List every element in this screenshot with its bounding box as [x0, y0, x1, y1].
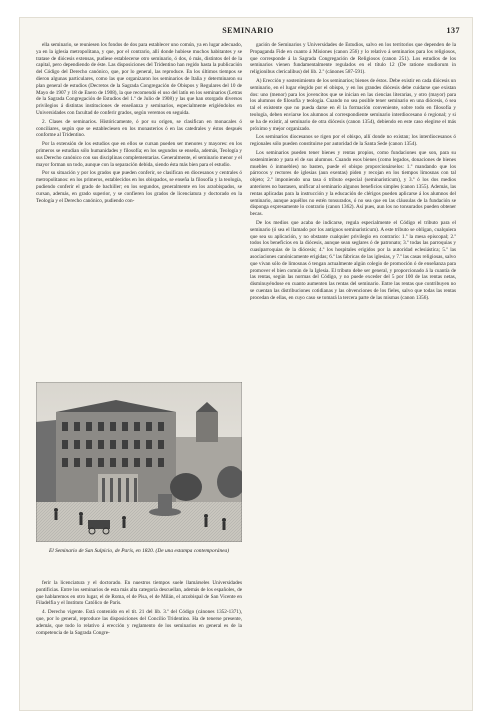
document-page: [20, 18, 472, 710]
paragraph: Por su situación y por los grados que pueden conferir, se clasifican en diocesanos y centrales ó metropolitanos: en los primeros, establecidos en los obispados, se enseña la filosofía y la teología, pudiendo conferir el grado de bachiller; en los segundos, generalmente en los arzobispados, se cursan, además, en grado superior, y se confieren los grados de licenciatura y doctorado en la Teología y el Derecho canónico, pudiendo con-: [36, 170, 242, 204]
bottom-left-text-column: [36, 580, 242, 700]
seminary-engraving-figure: [36, 382, 242, 542]
paragraph: Los seminarios pueden tener bienes y rentas propios, como fundaciones que son, para su sostenimiento y para el de sus alumnos. Cuando esos bienes (como legados, donaciones de bienes muebles ó inmuebles) no basten, puede el obispo proporcionárselos: 1.º mandando que los párrocos y rectores de iglesias (aun exentas) piden y recojan en los tiempos limosnas con tal objeto; 2.º imponiendo una tasa ó tributo especial (seminaristicum), y 3.º ó los dos medios anteriores no bastasen, unificar al seminario algunos beneficios simples (canon 1355). Además, las rentas aplicadas para la instrucción y la educación de clérigos pueden aplicarse á los alumnos del seminario, aunque aquéllos no estén tonsurados, ó no sea que en las cláusulas de la fundación se disponga expresamente lo contrario (canon 1362). Así pues, aun los no tonsurados pueden obtener becas.: [250, 149, 456, 218]
page-title: SEMINARIO: [222, 26, 274, 35]
figure-caption: El Seminario de San Sulpicio, de París, en 1820. (De una estampa contemporánea): [48, 548, 230, 554]
right-text-column: [250, 42, 456, 682]
paragraph: A) Erección y sostenimiento de los seminarios; bienes de éstos. Debe existir en cada diócesis un seminario, en el lugar elegido por el obispo, y en los grandes diócesis debe cuidarse que existan dos: uno (menor) para los jovencitos que se inician en las ciencias literarias, y otro (mayor) para los alumnos de filosofía y teología. Cuando no sea posible tener seminario en una diócesis, ó sea tal el existente que no pueda darse en él la formación conveniente, sobre todo en filosofía y teología, deben enviarse los alumnos al correspondiente seminario interdiocesano ó regional; y si se ha de existir, al seminario de otra diócesis (canon 1354), debiendo en este caso elegirse el más próximo y mejor organizado.: [250, 77, 456, 132]
paragraph: Los seminarios diocesanos se rigen por el obispo, allí donde no existan; los interdiocesanos ó regionales sólo pueden constituirse por autoridad de la Santa Sede (canon 1354).: [250, 134, 456, 148]
paragraph: ella seminario, se reuniesen los fondos de dos para establecer uno común, ya en lugar adecuado, ya en la iglesia metropolitana, y que, por el contrario, allí donde hubiese muchos habitantes y se tratase de diócesis extensas, pudiese establecerse otro seminario, ó dos, ó más, distintos del de la capital, pero dependiendo de éste. Las disposiciones del Tridentino han regido hasta la publicación del Código del Derecho canónico, que, por lo general, las reproduce. En los últimos tiempos se dieron algunas particulares, como las que organizaron los seminarios de Italia y determinaron su plan general de estudios (Decretos de la Sagrada Congregación de Obispos y Regulares del 10 de Mayo de 1907 y 18 de Enero de 1908), la que recomendó el uso del latín en los seminarios (Letras de la Sagrada Congregación de Estudios del 1.º de Julio de 1908) y las que han otorgado diversos privilegios á distintas instituciones de enseñanza y seminarios, especialmente erigiéndolos en Universidades con facultad de conferir grados, según veremos en seguida.: [36, 42, 242, 116]
paragraph: gación de Seminarios y Universidades de Estudios, salvo en los territorios que dependen de la Propaganda Fide en cuanto á Misiones (canon 256) y lo relativo á seminarios para los religiosos, que corresponde á la Sagrada Congregación de Religiosos (canon 251). Los estudios de los seminarios vienen fundamentalmente regulados en el título 12 (De ratione studiorum in religionibus clericalibus) del lib. 2.º (cánones 587-591).: [250, 42, 456, 76]
engraving-image: [36, 382, 242, 542]
paragraph: 2. Clases de seminarios. Históricamente, ó por su origen, se clasifican en monacales ó conciliares, según que se estableciesen en los monasterios ó en las catedrales y éstos después conforme al Tridentino.: [36, 118, 242, 139]
paragraph: 4. Derecho vigente. Está contenido en el tít. 21 del lib. 3.º del Código (cánones 1352-1371), que, por lo general, reproduce las disposiciones del Concilio Tridentino. Ha de tenerse presente, además, que todo lo relativo á erección y reglamento de los seminarios en general es de la competencia de la Sagrada Congre-: [36, 609, 242, 636]
paragraph: Por la extensión de los estudios que en ellos se cursan pueden ser menores y mayores: en los primeros se estudian sólo humanidades y filosofía; en los segundos se enseña, además, Teología y sus Derecho canónico con sus disciplinas complementarias. Generalmente, el seminario menor y el mayor forman un todo, aunque con la separación debida, siendo ésta más bien para el estudio.: [36, 141, 242, 168]
page-header: [36, 26, 460, 40]
paragraph: ferir la licenciatura y el doctorado. En nuestros tiempos suele llamárseles Universidades pontificias. Entre los seminarios de esta más alta categoría descuellan, además de los españoles, de que hablaremos en otro lugar, el de Roma, el de Pisa, el de Milán, el arzobispal de San Vicente en Filadelfia y el Instituto Católico de París.: [36, 580, 242, 607]
paragraph: De los medios que acaba de indicarse, regula especialmente el Código el tributo para el seminario (ó sea el llamado por los antiguos seminaristicum). A este tributo se obligan, cualquiera que sea su aplicación, y no obstante cualquier privilegio en contrario: 1.º la mesa episcopal; 2.º todos los beneficios en la diócesis, aunque sean seglares ó de patronato; 3.º todas las parroquias y cuasiparroquias de la diócesis; 4.º los hospitales erigidos por la autoridad eclesiástica; 5.º las asociaciones canónicamente erigidas; 6.º las fábricas de las iglesias, y 7.º las casas religiosas, salvo que vivan sólo de limosnas ó tengan actualmente algún colegio de promoción ó de enseñanza para promover el bien común de la Iglesia. El tributo debe ser general, y proporcionado á la cuantía de las rentas, según las normas del Código, y no puede exceder del 5 por 100 de las rentas netas, disminuyéndose en cuanto aumenten las rentas del seminario. Entre las rentas que contribuyen no se cuentan las distribuciones cotidianas y las obvenciones de los fieles, salvo que todas las rentas procedan de ellas, en cuyo caso se tomará la tercera parte de las mismas (canon 1356).: [250, 219, 456, 301]
page-number: 137: [446, 26, 460, 35]
left-text-column: [36, 42, 242, 376]
